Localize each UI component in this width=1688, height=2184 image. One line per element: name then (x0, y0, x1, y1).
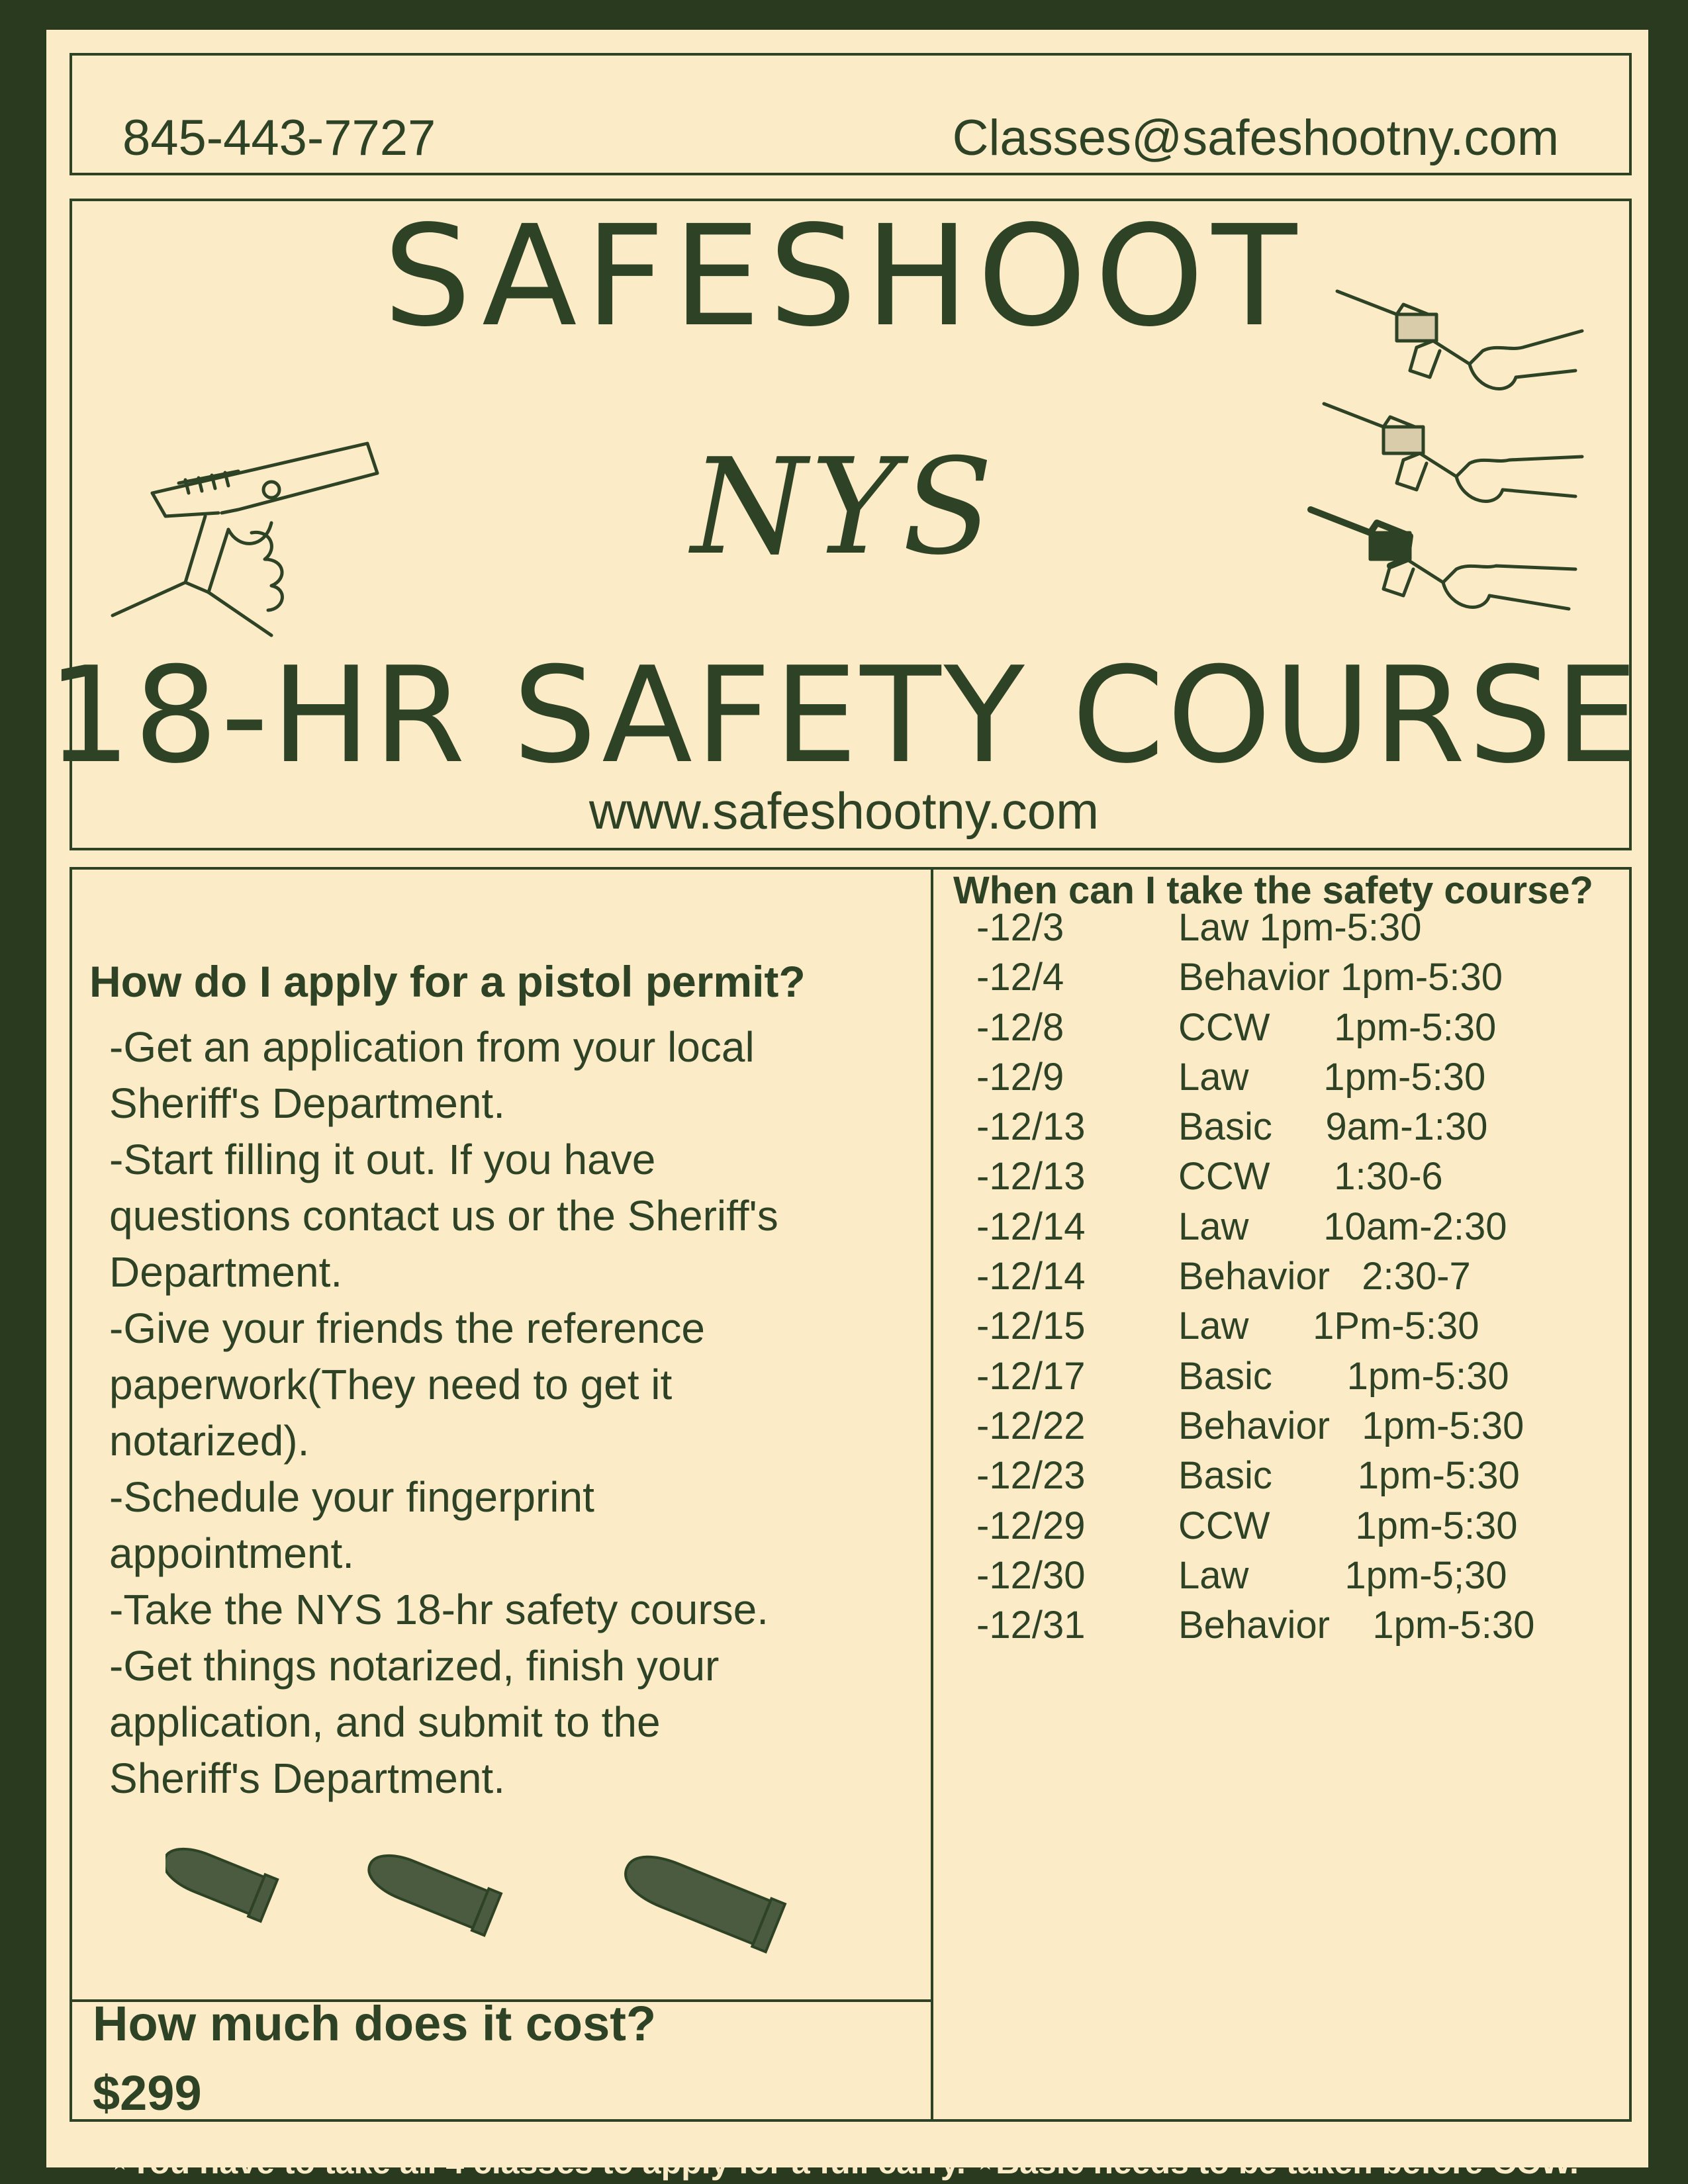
apply-step-line: -Give your friends the reference (109, 1304, 705, 1352)
bullet-icon (165, 1833, 861, 1966)
pistol-icon (106, 417, 384, 642)
class-time: CCW 1pm-5:30 (1178, 1504, 1518, 1547)
class-date: -12/15 (976, 1304, 1086, 1348)
schedule-row (976, 955, 1572, 1005)
class-date: -12/13 (976, 1105, 1086, 1149)
class-time: Law 1pm-5:30 (1178, 906, 1422, 949)
class-time: Law 1pm-5;30 (1178, 1553, 1507, 1597)
schedule-row (976, 1005, 1572, 1055)
class-date: -12/8 (976, 1005, 1064, 1049)
website-link[interactable]: www.safeshootny.com (588, 782, 1100, 840)
price-value: $299 (93, 2066, 202, 2120)
class-date: -12/22 (976, 1404, 1086, 1447)
class-time: Behavior 2:30-7 (1178, 1255, 1471, 1298)
class-time: CCW 1:30-6 (1178, 1155, 1443, 1199)
course-title: 18-HR SAFETY COURSE (46, 639, 1642, 793)
schedule-row (976, 1453, 1572, 1503)
schedule-heading: When can I take the safety course? (953, 869, 1593, 912)
apply-step-line: -Get an application from your local (109, 1023, 755, 1071)
apply-heading: How do I apply for a pistol permit? (89, 957, 806, 1006)
class-time: Law 1Pm-5:30 (1178, 1304, 1479, 1348)
schedule-row (976, 1603, 1572, 1653)
class-date: -12/17 (976, 1354, 1086, 1398)
class-date: -12/3 (976, 906, 1064, 949)
class-date: -12/9 (976, 1055, 1064, 1099)
apply-step-line: questions contact us or the Sheriff's (109, 1192, 778, 1240)
class-time: Basic 9am-1:30 (1178, 1105, 1488, 1149)
apply-step-line: notarized). (109, 1417, 310, 1465)
apply-step-line: -Start filling it out. If you have (109, 1136, 656, 1183)
apply-step-line: appointment. (109, 1529, 355, 1577)
schedule-row (976, 1055, 1572, 1105)
apply-step-line: -Get things notarized, finish your (109, 1642, 720, 1690)
email-address[interactable]: Classes@safeshootny.com (952, 110, 1559, 166)
class-time: Behavior 1pm-5:30 (1178, 1404, 1524, 1447)
class-date: -12/13 (976, 1155, 1086, 1199)
class-time: Law 10am-2:30 (1178, 1205, 1507, 1248)
schedule-row (976, 1354, 1572, 1404)
apply-step-line: Department. (109, 1248, 343, 1296)
class-time: Basic 1pm-5:30 (1178, 1354, 1509, 1398)
apply-step-line: Sheriff's Department. (109, 1079, 505, 1127)
brand-title: SAFESHOOT (383, 195, 1305, 357)
class-date: -12/31 (976, 1604, 1086, 1647)
schedule-row (976, 1304, 1572, 1353)
schedule-row (976, 1504, 1572, 1553)
apply-step-line: -Schedule your fingerprint (109, 1473, 594, 1521)
class-time: Behavior 1pm-5:30 (1178, 1604, 1535, 1647)
class-date: -12/14 (976, 1255, 1086, 1298)
schedule-row (976, 1105, 1572, 1154)
apply-steps (109, 1019, 904, 1807)
apply-step-line: Sheriff's Department. (109, 1754, 505, 1802)
apply-step-line: paperwork(They need to get it (109, 1361, 673, 1408)
class-date: -12/29 (976, 1504, 1086, 1547)
cost-heading: How much does it cost? (93, 1996, 657, 2051)
class-time: CCW 1pm-5:30 (1178, 1005, 1497, 1049)
apply-step-line: -Take the NYS 18-hr safety course. (109, 1586, 769, 1633)
class-date: -12/14 (976, 1205, 1086, 1248)
schedule-row (976, 1404, 1572, 1453)
revolver-icon (1297, 278, 1595, 649)
schedule-row (976, 1154, 1572, 1204)
class-time: Behavior 1pm-5:30 (1178, 956, 1503, 999)
class-date: -12/4 (976, 956, 1064, 999)
schedule-row (976, 1254, 1572, 1304)
schedule-list (976, 905, 1572, 1653)
class-date: -12/30 (976, 1553, 1086, 1597)
class-date: -12/23 (976, 1454, 1086, 1498)
phone-number[interactable]: 845-443-7727 (122, 110, 436, 166)
footnote: ⋆You have to take all 4 classes to apply for a full carry. ⋆Basic needs to be taken before CCW. (109, 2144, 1579, 2181)
class-time: Law 1pm-5:30 (1178, 1055, 1486, 1099)
schedule-row (976, 1553, 1572, 1603)
state-subtitle: NYS (690, 430, 998, 584)
class-time: Basic 1pm-5:30 (1178, 1454, 1520, 1498)
schedule-row (976, 905, 1572, 955)
apply-step-line: application, and submit to the (109, 1698, 661, 1746)
schedule-row (976, 1205, 1572, 1254)
